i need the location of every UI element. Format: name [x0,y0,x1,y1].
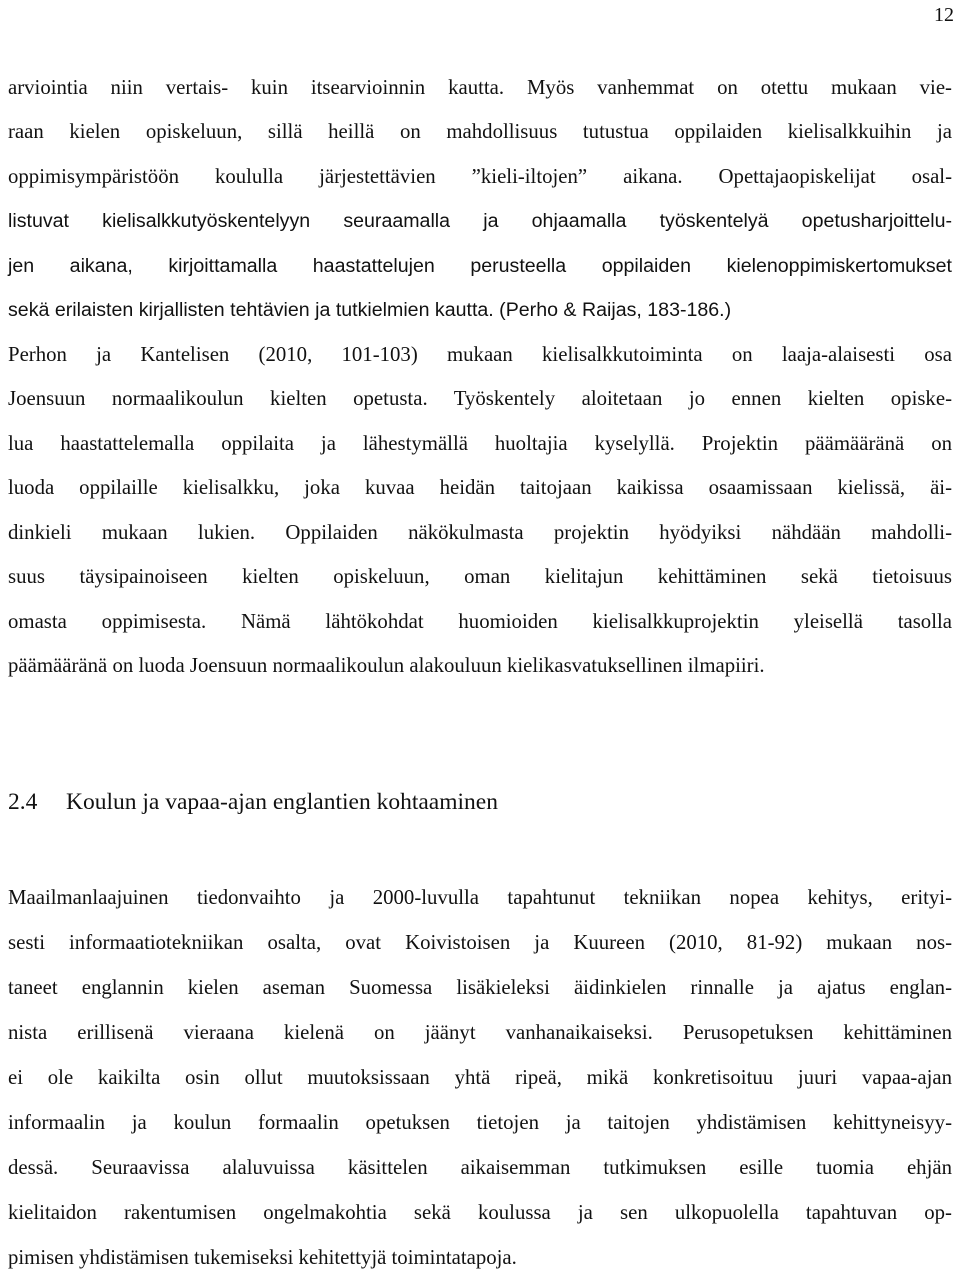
text-line: pimisen yhdistämisen tukemiseksi kehitettyjä toimintatapoja. [8,1246,517,1269]
text-line: lua haastattelemalla oppilaita ja lähestymällä huoltajia kyselyllä. Projektin päämääränä on [8,432,952,455]
text-line: sekä erilaisten kirjallisten tehtävien ja tutkielmien kautta. (Perho & Raijas, 183-186.) [8,299,732,321]
text-line: raan kielen opiskeluun, sillä heillä on mahdollisuus tutustua oppilaiden kielisalkkuihin ja [8,120,952,143]
text-line: Maailmanlaajuinen tiedonvaihto ja 2000-luvulla tapahtunut tekniikan nopea kehitys, erityi- [8,886,952,909]
section-heading [8,787,498,817]
text-line: Joensuun normaalikoulun kielten opetusta. Työskentely aloitetaan jo ennen kielten opiske- [8,387,952,410]
text-line: päämääränä on luoda Joensuun normaalikoulun alakouluun kielikasvatuksellinen ilmapiiri. [8,654,765,677]
page-number: 12 [934,4,954,26]
text-line: oppimisympäristöön koululla järjestettävien ”kieli-iltojen” aikana. Opettajaopiskelijat osal- [8,165,952,188]
text-line: jen aikana, kirjoittamalla haastattelujen perusteella oppilaiden kielenoppimiskertomukset [8,255,952,277]
text-line: dinkieli mukaan lukien. Oppilaiden näkökulmasta projektin hyödyiksi nähdään mahdolli- [8,521,952,544]
text-line: dessä. Seuraavissa alaluvuissa käsittelen aikaisemman tutkimuksen esille tuomia ehjän [8,1156,952,1179]
text-line: ei ole kaikilta osin ollut muutoksissaan yhtä ripeä, mikä konkretisoituu juuri vapaa-ajan [8,1066,952,1089]
text-line: kielitaidon rakentumisen ongelmakohtia sekä koulussa ja sen ulkopuolella tapahtuvan op- [8,1201,952,1224]
text-line: arviointia niin vertais- kuin itsearvioinnin kautta. Myös vanhemmat on otettu mukaan vie- [8,76,952,99]
text-line: nista erillisenä vieraana kielenä on jäänyt vanhanaikaiseksi. Perusopetuksen kehittäminen [8,1021,952,1044]
text-line: listuvat kielisalkkutyöskentelyyn seuraamalla ja ohjaamalla työskentelyä opetusharjoittelu- [8,210,952,232]
text-line: taneet englannin kielen aseman Suomessa lisäkieleksi äidinkielen rinnalle ja ajatus englan- [8,976,952,999]
text-line: sesti informaatiotekniikan osalta, ovat Koivistoisen ja Kuureen (2010, 81-92) mukaan nos- [8,931,952,954]
text-line: omasta oppimisesta. Nämä lähtökohdat huomioiden kielisalkkuprojektin yleisellä tasolla [8,610,952,633]
section-number: 2.4 [8,789,38,815]
text-line: Perhon ja Kantelisen (2010, 101-103) mukaan kielisalkkutoiminta on laaja-alaisesti osa [8,343,952,366]
text-line: suus täysipainoiseen kielten opiskeluun, oman kielitajun kehittäminen sekä tietoisuus [8,565,952,588]
text-line: informaalin ja koulun formaalin opetuksen tietojen ja taitojen yhdistämisen kehittyneisyy- [8,1111,952,1134]
section-title: Koulun ja vapaa-ajan englantien kohtaaminen [66,789,498,815]
text-line: luoda oppilaille kielisalkku, joka kuvaa heidän taitojaan kaikissa osaamissaan kielissä, äi- [8,476,952,499]
